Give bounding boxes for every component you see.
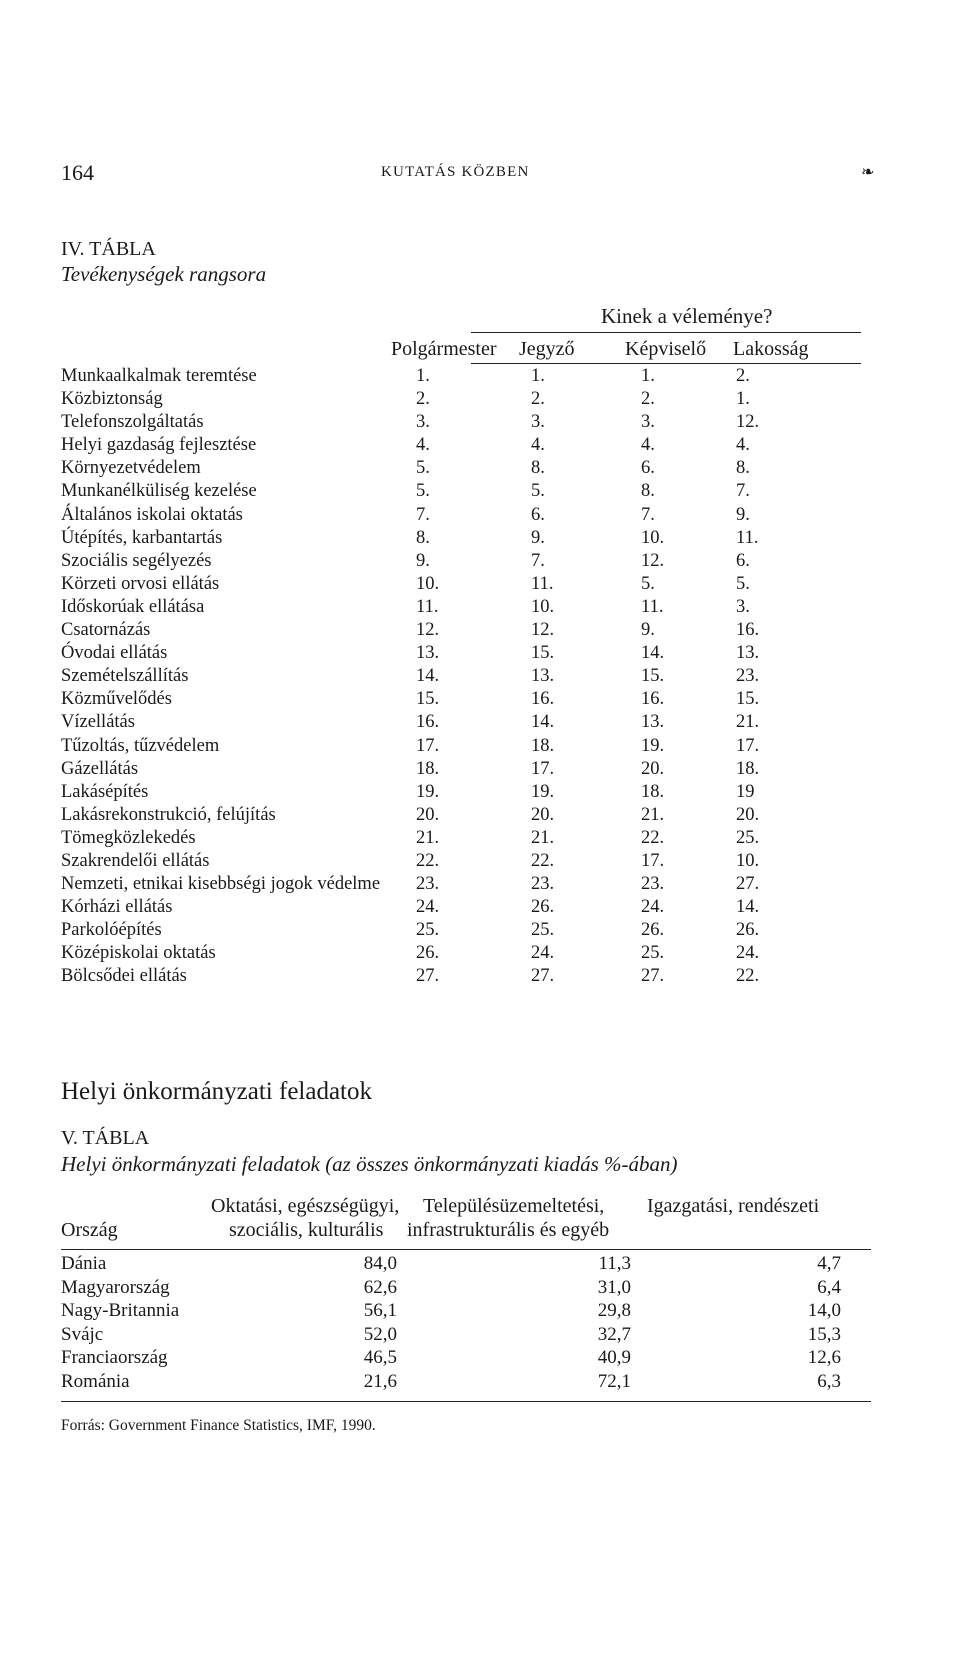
table4-cell: 19.	[416, 781, 440, 802]
table4-cell: 24.	[736, 943, 760, 964]
table4-cell: 15.	[641, 666, 665, 687]
table4-cell: 19.	[531, 781, 555, 802]
table5-row	[61, 1300, 871, 1324]
table4-cell: 14.	[416, 666, 440, 687]
table4-cell: 8.	[416, 527, 430, 548]
table4-cell: 7.	[531, 550, 545, 571]
table5-cell: 6,4	[817, 1276, 841, 1298]
table5-cell: 15,3	[807, 1323, 841, 1345]
table4-cell: 19	[736, 781, 755, 802]
table4-cell: 23.	[641, 874, 665, 895]
table4-cell: 23.	[736, 666, 760, 687]
table4-row-label: Parkolóépítés	[61, 920, 162, 941]
table4-cell: 14.	[641, 643, 665, 664]
table4-row	[61, 897, 861, 920]
table5-label: V. TÁBLA	[61, 1127, 150, 1149]
table4-cell: 14.	[531, 712, 555, 733]
table4-cell: 5.	[641, 573, 655, 594]
table4-cell: 26.	[531, 897, 555, 918]
table4-cell: 10.	[531, 596, 555, 617]
table4-cell: 26.	[736, 920, 760, 941]
table4-cell: 26.	[641, 920, 665, 941]
table5-col2-line1: Településüzemeltetési,	[423, 1195, 605, 1217]
table4-cell: 15.	[416, 689, 440, 710]
table5-rule-bottom	[61, 1401, 871, 1402]
table4-row	[61, 759, 861, 782]
table4-row-label: Szemételszállítás	[61, 666, 189, 687]
table5-cell: 14,0	[807, 1300, 841, 1322]
table4-row-label: Kórházi ellátás	[61, 897, 173, 918]
table4-cell: 18.	[641, 781, 665, 802]
table4-cell: 10.	[416, 573, 440, 594]
table5-country: Svájc	[61, 1323, 104, 1345]
table4-cell: 12.	[736, 412, 760, 433]
table4-row-label: Általános iskolai oktatás	[61, 504, 243, 525]
table4-row-label: Tűzoltás, tűzvédelem	[61, 735, 220, 756]
table4-cell: 17.	[416, 735, 440, 756]
table4-row-label: Gázellátás	[61, 758, 139, 779]
table4-cell: 24.	[416, 897, 440, 918]
table4-cell: 6.	[641, 458, 655, 479]
table4-row	[61, 920, 861, 943]
table5-row	[61, 1253, 871, 1277]
table4-col-header: Polgármester	[391, 338, 497, 360]
page-header	[61, 160, 875, 188]
table4	[61, 300, 861, 990]
table4-cell: 3.	[736, 596, 750, 617]
table4-row-label: Nemzeti, etnikai kisebbségi jogok védelme	[61, 874, 381, 895]
table4-row	[61, 851, 861, 874]
table4-row-label: Vízellátás	[61, 712, 135, 733]
running-title: KUTATÁS KÖZBEN	[381, 164, 530, 180]
table4-cell: 21.	[416, 827, 440, 848]
table5-country: Románia	[61, 1370, 130, 1392]
table5-col2-line2: infrastrukturális és egyéb	[407, 1219, 610, 1241]
table4-cell: 8.	[531, 458, 545, 479]
table4-cell: 2.	[736, 366, 750, 386]
table4-row	[61, 643, 861, 666]
table4-cell: 7.	[641, 504, 655, 525]
table4-cell: 14.	[736, 897, 760, 918]
table4-cell: 10.	[641, 527, 665, 548]
table4-cell: 27.	[641, 966, 665, 987]
table4-row-label: Óvodai ellátás	[61, 643, 168, 664]
table5-col3-line1: Igazgatási, rendészeti	[647, 1195, 820, 1217]
table4-row-label: Közművelődés	[61, 689, 172, 710]
table4-row-label: Tömegközlekedés	[61, 827, 196, 848]
table5-country: Nagy-Britannia	[61, 1300, 180, 1322]
table4-cell: 13.	[416, 643, 440, 664]
table4-row	[61, 666, 861, 689]
table4-header	[61, 300, 861, 366]
table4-cell: 11.	[531, 573, 554, 594]
table4-cell: 27.	[736, 874, 760, 895]
table4-cell: 11.	[416, 596, 439, 617]
table4-cell: 26.	[416, 943, 440, 964]
table5-cell: 40,9	[597, 1347, 631, 1369]
table4-cell: 5.	[736, 573, 750, 594]
table4-cell: 25.	[641, 943, 665, 964]
table5-col1-line1: Oktatási, egészségügyi,	[211, 1195, 400, 1217]
table5-cell: 52,0	[363, 1323, 397, 1345]
table5-country: Magyarország	[61, 1276, 170, 1298]
table4-cell: 23.	[416, 874, 440, 895]
table4-cell: 12.	[641, 550, 665, 571]
table4-cell: 9.	[531, 527, 545, 548]
table4-cell: 17.	[531, 758, 555, 779]
table4-cell: 16.	[736, 620, 760, 641]
table5-cell: 11,3	[598, 1253, 631, 1274]
table5-col-country: Ország	[61, 1219, 118, 1241]
table4-row	[61, 435, 861, 458]
table4-rule-bottom	[471, 363, 861, 364]
table4-row	[61, 620, 861, 643]
table5	[61, 1195, 871, 1402]
table4-cell: 5.	[416, 458, 430, 479]
table4-cell: 20.	[641, 758, 665, 779]
table4-cell: 6.	[736, 550, 750, 571]
table4-cell: 11.	[641, 596, 664, 617]
table4-cell: 22.	[531, 850, 555, 871]
table4-row	[61, 528, 861, 551]
table4-row-label: Szociális segélyezés	[61, 550, 212, 571]
table4-cell: 18.	[736, 758, 760, 779]
table4-cell: 16.	[416, 712, 440, 733]
ornament-icon: ❧	[861, 164, 875, 181]
table4-rule-top	[471, 332, 861, 333]
table5-source: Forrás: Government Finance Statistics, IMF, 1990.	[61, 1417, 376, 1434]
table4-row	[61, 597, 861, 620]
table4-cell: 12.	[531, 620, 555, 641]
table4-row-label: Középiskolai oktatás	[61, 943, 216, 964]
table5-cell: 12,6	[807, 1347, 841, 1369]
table4-col-header: Jegyző	[519, 338, 575, 360]
table4-row	[61, 712, 861, 735]
table4-cell: 25.	[736, 827, 760, 848]
table4-col-header: Képviselő	[625, 338, 707, 360]
table4-row-label: Lakásrekonstrukció, felújítás	[61, 804, 276, 825]
table4-cell: 25.	[416, 920, 440, 941]
table5-country: Franciaország	[61, 1347, 168, 1369]
table4-question: Kinek a véleménye?	[601, 304, 773, 328]
table4-cell: 19.	[641, 735, 665, 756]
table4-cell: 20.	[531, 804, 555, 825]
table4-cell: 4.	[736, 435, 750, 456]
table4-cell: 5.	[416, 481, 430, 502]
table5-cell: 62,6	[363, 1276, 397, 1298]
table4-cell: 1.	[736, 389, 750, 410]
table4-cell: 27.	[416, 966, 440, 987]
table5-row	[61, 1324, 871, 1348]
table4-row	[61, 458, 861, 481]
table4-cell: 24.	[531, 943, 555, 964]
table4-row-label: Környezetvédelem	[61, 458, 201, 479]
table4-cell: 15.	[736, 689, 760, 710]
table4-row-label: Útépítés, karbantartás	[61, 527, 223, 548]
table4-cell: 23.	[531, 874, 555, 895]
table5-cell: 31,0	[597, 1276, 631, 1298]
table5-row	[61, 1277, 871, 1301]
table5-row	[61, 1371, 871, 1395]
table4-row	[61, 805, 861, 828]
table4-row-label: Csatornázás	[61, 620, 151, 641]
table5-cell: 56,1	[363, 1300, 397, 1322]
table4-col-header: Lakosság	[733, 338, 809, 360]
table4-row	[61, 966, 861, 989]
table5-cell: 32,7	[597, 1323, 631, 1345]
table4-cell: 22.	[416, 850, 440, 871]
table4-cell: 15.	[531, 643, 555, 664]
table4-cell: 13.	[531, 666, 555, 687]
table4-cell: 2.	[416, 389, 430, 410]
table4-cell: 17.	[736, 735, 760, 756]
table5-col1-line2: szociális, kulturális	[229, 1219, 384, 1241]
table4-cell: 2.	[531, 389, 545, 410]
table5-cell: 72,1	[597, 1370, 631, 1392]
table4-cell: 7.	[736, 481, 750, 502]
table4-cell: 18.	[416, 758, 440, 779]
table4-row-label: Helyi gazdaság fejlesztése	[61, 435, 257, 456]
table4-cell: 5.	[531, 481, 545, 502]
table4-cell: 22.	[641, 827, 665, 848]
table4-row	[61, 689, 861, 712]
table5-cell: 29,8	[597, 1300, 631, 1322]
table4-cell: 21.	[531, 827, 555, 848]
table4-row-label: Munkaalkalmak teremtése	[61, 366, 257, 386]
table5-cell: 84,0	[363, 1253, 397, 1274]
table4-cell: 4.	[531, 435, 545, 456]
table4-cell: 24.	[641, 897, 665, 918]
table4-row	[61, 782, 861, 805]
table4-cell: 10.	[736, 850, 760, 871]
table4-cell: 1.	[641, 366, 655, 386]
table4-cell: 18.	[531, 735, 555, 756]
table5-country: Dánia	[61, 1253, 107, 1274]
table5-header	[61, 1195, 871, 1253]
table4-row	[61, 828, 861, 851]
table4-cell: 9.	[736, 504, 750, 525]
table4-row-label: Körzeti orvosi ellátás	[61, 573, 220, 594]
table4-row	[61, 874, 861, 897]
table4-cell: 27.	[531, 966, 555, 987]
table4-row-label: Szakrendelői ellátás	[61, 850, 210, 871]
table4-row	[61, 366, 861, 389]
table4-cell: 17.	[641, 850, 665, 871]
table4-cell: 20.	[416, 804, 440, 825]
table4-row	[61, 574, 861, 597]
table4-row-label: Időskorúak ellátása	[61, 596, 205, 617]
table4-cell: 2.	[641, 389, 655, 410]
table4-cell: 4.	[641, 435, 655, 456]
table4-cell: 22.	[736, 966, 760, 987]
table4-row-label: Lakásépítés	[61, 781, 149, 802]
table4-cell: 25.	[531, 920, 555, 941]
table4-row-label: Közbiztonság	[61, 389, 163, 410]
table4-cell: 9.	[641, 620, 655, 641]
table4-label: IV. TÁBLA	[61, 238, 156, 260]
table4-cell: 16.	[531, 689, 555, 710]
table4-cell: 3.	[531, 412, 545, 433]
table4-cell: 13.	[641, 712, 665, 733]
table4-cell: 3.	[416, 412, 430, 433]
table4-row	[61, 412, 861, 435]
table4-row	[61, 505, 861, 528]
section-heading: Helyi önkormányzati feladatok	[61, 1078, 372, 1105]
table4-cell: 6.	[531, 504, 545, 525]
table4-cell: 21.	[641, 804, 665, 825]
table4-row-label: Telefonszolgáltatás	[61, 412, 204, 433]
table5-cell: 6,3	[817, 1370, 841, 1392]
table5-row	[61, 1347, 871, 1371]
table4-row-label: Munkanélküliség kezelése	[61, 481, 257, 502]
table4-cell: 3.	[641, 412, 655, 433]
table4-cell: 11.	[736, 527, 759, 548]
table4-cell: 9.	[416, 550, 430, 571]
table4-cell: 1.	[416, 366, 430, 386]
table4-row-label: Bölcsődei ellátás	[61, 966, 187, 987]
table4-row	[61, 943, 861, 966]
table4-cell: 21.	[736, 712, 760, 733]
table4-cell: 16.	[641, 689, 665, 710]
table4-cell: 1.	[531, 366, 545, 386]
table5-cell: 4,7	[817, 1253, 841, 1274]
table4-row	[61, 481, 861, 504]
page-number: 164	[61, 160, 94, 185]
table5-rule-top	[61, 1249, 871, 1250]
table5-title: Helyi önkormányzati feladatok (az összes önkormányzati kiadás %-ában)	[61, 1152, 678, 1176]
table4-cell: 8.	[736, 458, 750, 479]
table4-cell: 12.	[416, 620, 440, 641]
table4-cell: 13.	[736, 643, 760, 664]
table5-cell: 21,6	[363, 1370, 397, 1392]
table5-body	[61, 1253, 871, 1395]
table5-cell: 46,5	[363, 1347, 397, 1369]
table4-row	[61, 736, 861, 759]
table4-row	[61, 551, 861, 574]
table4-cell: 4.	[416, 435, 430, 456]
table4-body	[61, 366, 861, 990]
table4-cell: 7.	[416, 504, 430, 525]
table4-cell: 20.	[736, 804, 760, 825]
table4-row	[61, 389, 861, 412]
table4-title: Tevékenységek rangsora	[61, 262, 267, 286]
table4-cell: 8.	[641, 481, 655, 502]
